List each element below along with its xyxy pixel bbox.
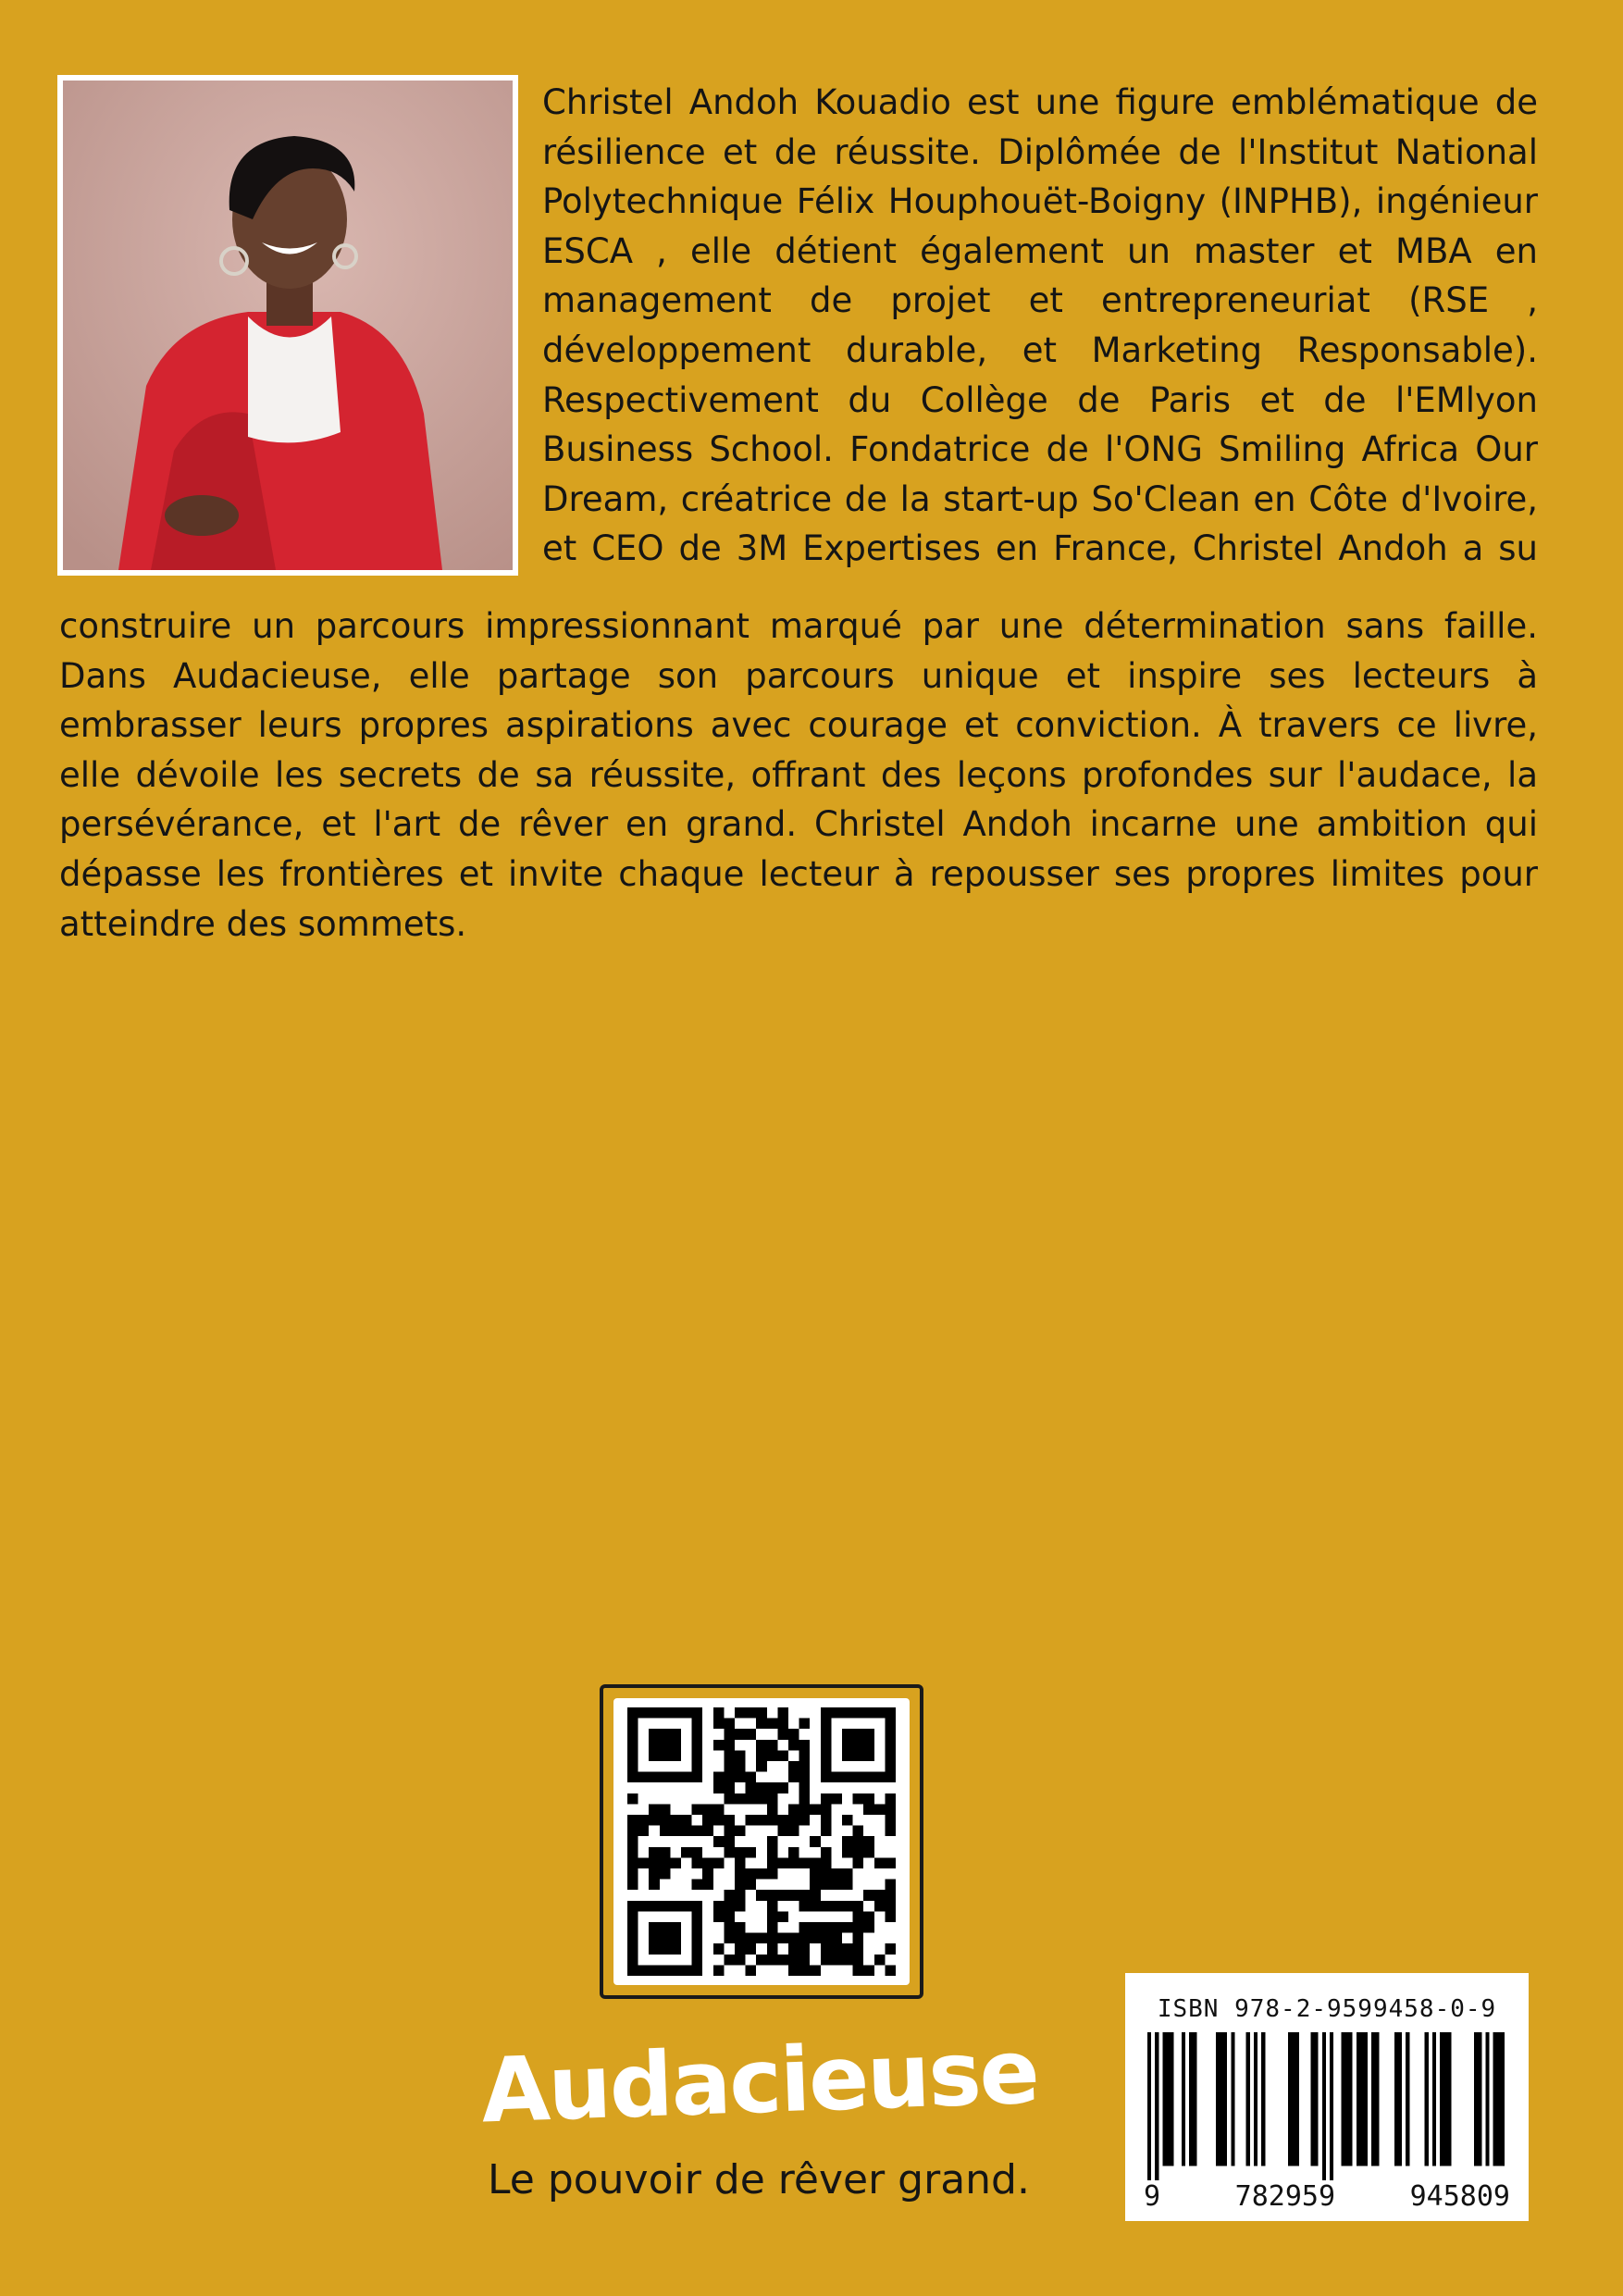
author-photo	[57, 75, 518, 576]
author-bio-top: Christel Andoh Kouadio est une figure emblématique de résilience et de réussite. Diplômée de l'Institut National Polytechnique Félix Houphouët-Boigny (INPHB), ingénieur ESCA , elle détient également un master et MBA en management de projet et entrepreneuriat (RSE , développement durable, et Marketing Responsable). Respectivement du Collège de Paris et de l'EMlyon Business School. Fondatrice de l'ONG Smiling Africa Our Dream, créatrice de la start-up So'Clean en Côte d'Ivoire, et CEO de 3M Expertises en France, Christel Andoh a su	[542, 82, 1538, 569]
qr-code-icon	[625, 1707, 898, 1976]
author-portrait-image	[63, 81, 513, 570]
qr-code[interactable]	[613, 1698, 910, 1985]
isbn-label: ISBN 978-2-9599458-0-9	[1157, 1995, 1497, 2023]
isbn-barcode	[1125, 1973, 1529, 2221]
book-title: Audacieuse	[479, 2019, 1040, 2143]
barcode-digit-group: 945809	[1409, 2180, 1510, 2213]
book-tagline: Le pouvoir de rêver grand.	[488, 2156, 1030, 2203]
barcode-digit-group: 9	[1144, 2180, 1161, 2213]
barcode-icon	[1147, 2032, 1508, 2190]
author-bio-bottom: construire un parcours impressionnant marqué par une détermination sans faille. Dans Audacieuse, elle partage son parcours unique et inspire ses lecteurs à embrasser leurs propres aspirations avec courage et conviction. À travers ce livre, elle dévoile les secrets de sa réussite, offrant des leçons profondes sur l'audace, la persévérance, et l'art de rêver en grand. Christel Andoh incarne une ambition qui dépasse les frontières et invite chaque lecteur à repousser ses propres limites pour atteindre des sommets.	[59, 606, 1538, 944]
barcode-digits	[1142, 2180, 1512, 2213]
barcode-digit-group: 782959	[1234, 2180, 1336, 2213]
qr-code-frame	[600, 1684, 923, 1999]
